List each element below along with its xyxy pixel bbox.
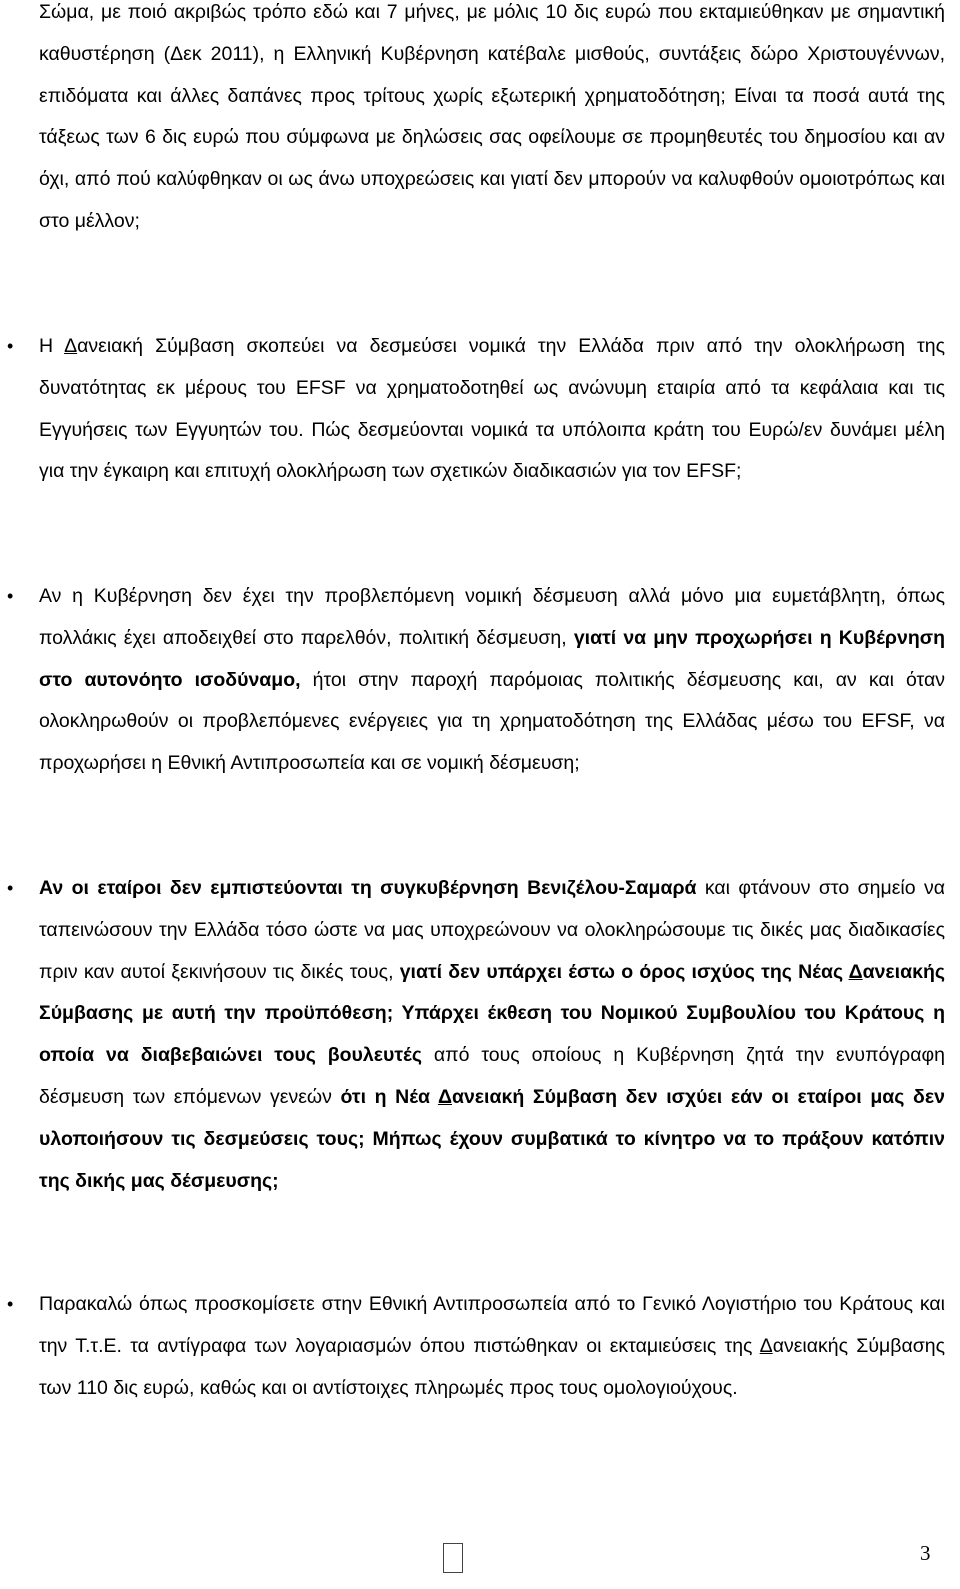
text-run: γιατί δεν υπάρχει έστω ο όρος ισχύος της Νέας: [399, 960, 849, 983]
missing-glyph-box-icon: [443, 1543, 463, 1573]
text-run: ανειακής Σύμβασης με αυτή την προϋπόθεση; Υπάρχει έκθεση του Νομικού Συμβουλίου του Κράτους η οποία να διαβεβαιώνει τους βουλευτές: [39, 960, 945, 1067]
paragraph-bullet-3: [39, 868, 945, 1202]
text-run: Σώμα, με ποιό ακριβώς τρόπο εδώ και 7 μήνες, με μόλις 10 δις ευρώ που εκταμιεύθηκαν με σημαντική καθυστέρηση (Δεκ 2011), η Ελληνική Κυβέρνηση κατέβαλε μισθούς, συντάξεις δώρο Χριστουγέννων, επιδόματα και άλλες δαπάνες προς τρίτους χωρίς εξωτερική χρηματοδότηση; Είναι τα ποσά αυτά της τάξεως των 6 δις ευρώ που σύμφωνα με δηλώσεις σας οφείλουμε σε προμηθευτές του δημοσίου και αν όχι, από πού καλύφθηκαν οι ως άνω υποχρεώσεις και γιατί δεν μπορούν να καλυφθούν ομοιοτρόπως και στο μέλλον;: [39, 1, 945, 232]
paragraph-bullet-1: [39, 326, 945, 493]
bullet-1: •: [7, 336, 14, 356]
text-run: ανειακή Σύμβαση σκοπεύει να δεσμεύσει νομικά την Ελλάδα πριν από την ολοκλήρωση της δυνατότητας εκ μέρους του EFSF να χρηματοδοτηθεί ως ανώνυμη εταιρία από τα κεφάλαια και τις Εγγυήσεις των Εγγυητών του. Πώς δεσμεύονται νομικά τα υπόλοιπα κράτη του Ευρώ/εν δυνάμει μέλη για την έγκαιρη και επιτυχή ολοκλήρωση των σχετικών διαδικασιών για τον EFSF;: [39, 335, 945, 483]
text-run: Δ: [64, 335, 78, 357]
bullet-2: •: [7, 586, 14, 606]
text-run: και φτάνουν στο σημείο να ταπεινώσουν την Ελλάδα τόσο ώστε να μας υποχρεώνουν να ολοκληρώσουμε τις δικές μας διαδικασίες πριν καν αυτοί ξεκινήσουν τις δικές τους,: [39, 877, 945, 983]
text-run: Αν οι εταίροι δεν εμπιστεύονται τη συγκυβέρνηση Βενιζέλου-Σαμαρά: [39, 877, 697, 899]
paragraph-intro: [39, 0, 945, 243]
text-run: από τους οποίους η Κυβέρνηση ζητά την ενυπόγραφη δέσμευση των επόμενων γενεών: [39, 1044, 946, 1108]
paragraph-bullet-4: [39, 1284, 945, 1409]
text-run: Αν η Κυβέρνηση δεν έχει την προβλεπόμενη νομική δέσμευση αλλά μόνο μια ευμετάβλητη, όπως πολλάκις έχει αποδειχθεί στο παρελθόν, πολιτική δέσμευση,: [39, 585, 945, 649]
text-run: Δ: [759, 1334, 773, 1357]
text-run: Η: [39, 335, 65, 357]
bullet-3: •: [7, 878, 14, 898]
text-run: Παρακαλώ όπως προσκομίσετε στην Εθνική Αντιπροσωπεία από το Γενικό Λογιστήριο του Κράτους και την Τ.τ.Ε. τα αντίγραφα των λογαριασμών όπου πιστώθηκαν οι εκταμιεύσεις της: [39, 1293, 945, 1357]
text-run: Δ: [848, 960, 863, 983]
text-run: ανειακή Σύμβαση δεν ισχύει εάν οι εταίροι μας δεν υλοποιήσουν τις δεσμεύσεις τους; Μήπως έχουν συμβατικά το κίνητρο να το πράξουν κατόπιν της δικής μας δέσμευσης;: [39, 1085, 945, 1192]
text-run: ότι η Νέα: [340, 1085, 438, 1108]
text-run: ανειακής Σύμβασης των 110 δις ευρώ, καθώς και οι αντίστοιχες πληρωμές προς τους ομολογιούχους.: [39, 1334, 945, 1399]
text-run: γιατί να μην προχωρήσει η Κυβέρνηση στο αυτονόητο ισοδύναμο,: [39, 626, 945, 691]
bullet-4: •: [7, 1294, 14, 1314]
text-run: Δ: [437, 1085, 452, 1108]
text-run: ήτοι στην παροχή παρόμοιας πολιτικής δέσμευσης και, αν και όταν ολοκληρωθούν οι προβλεπόμενες ενέργειες για τη χρηματοδότηση της Ελλάδας μέσω του EFSF, να προχωρήσει η Εθνική Αντιπροσωπεία και σε νομική δέσμευση;: [39, 668, 945, 775]
page-number: 3: [920, 1541, 931, 1565]
paragraph-bullet-2: [39, 576, 945, 785]
